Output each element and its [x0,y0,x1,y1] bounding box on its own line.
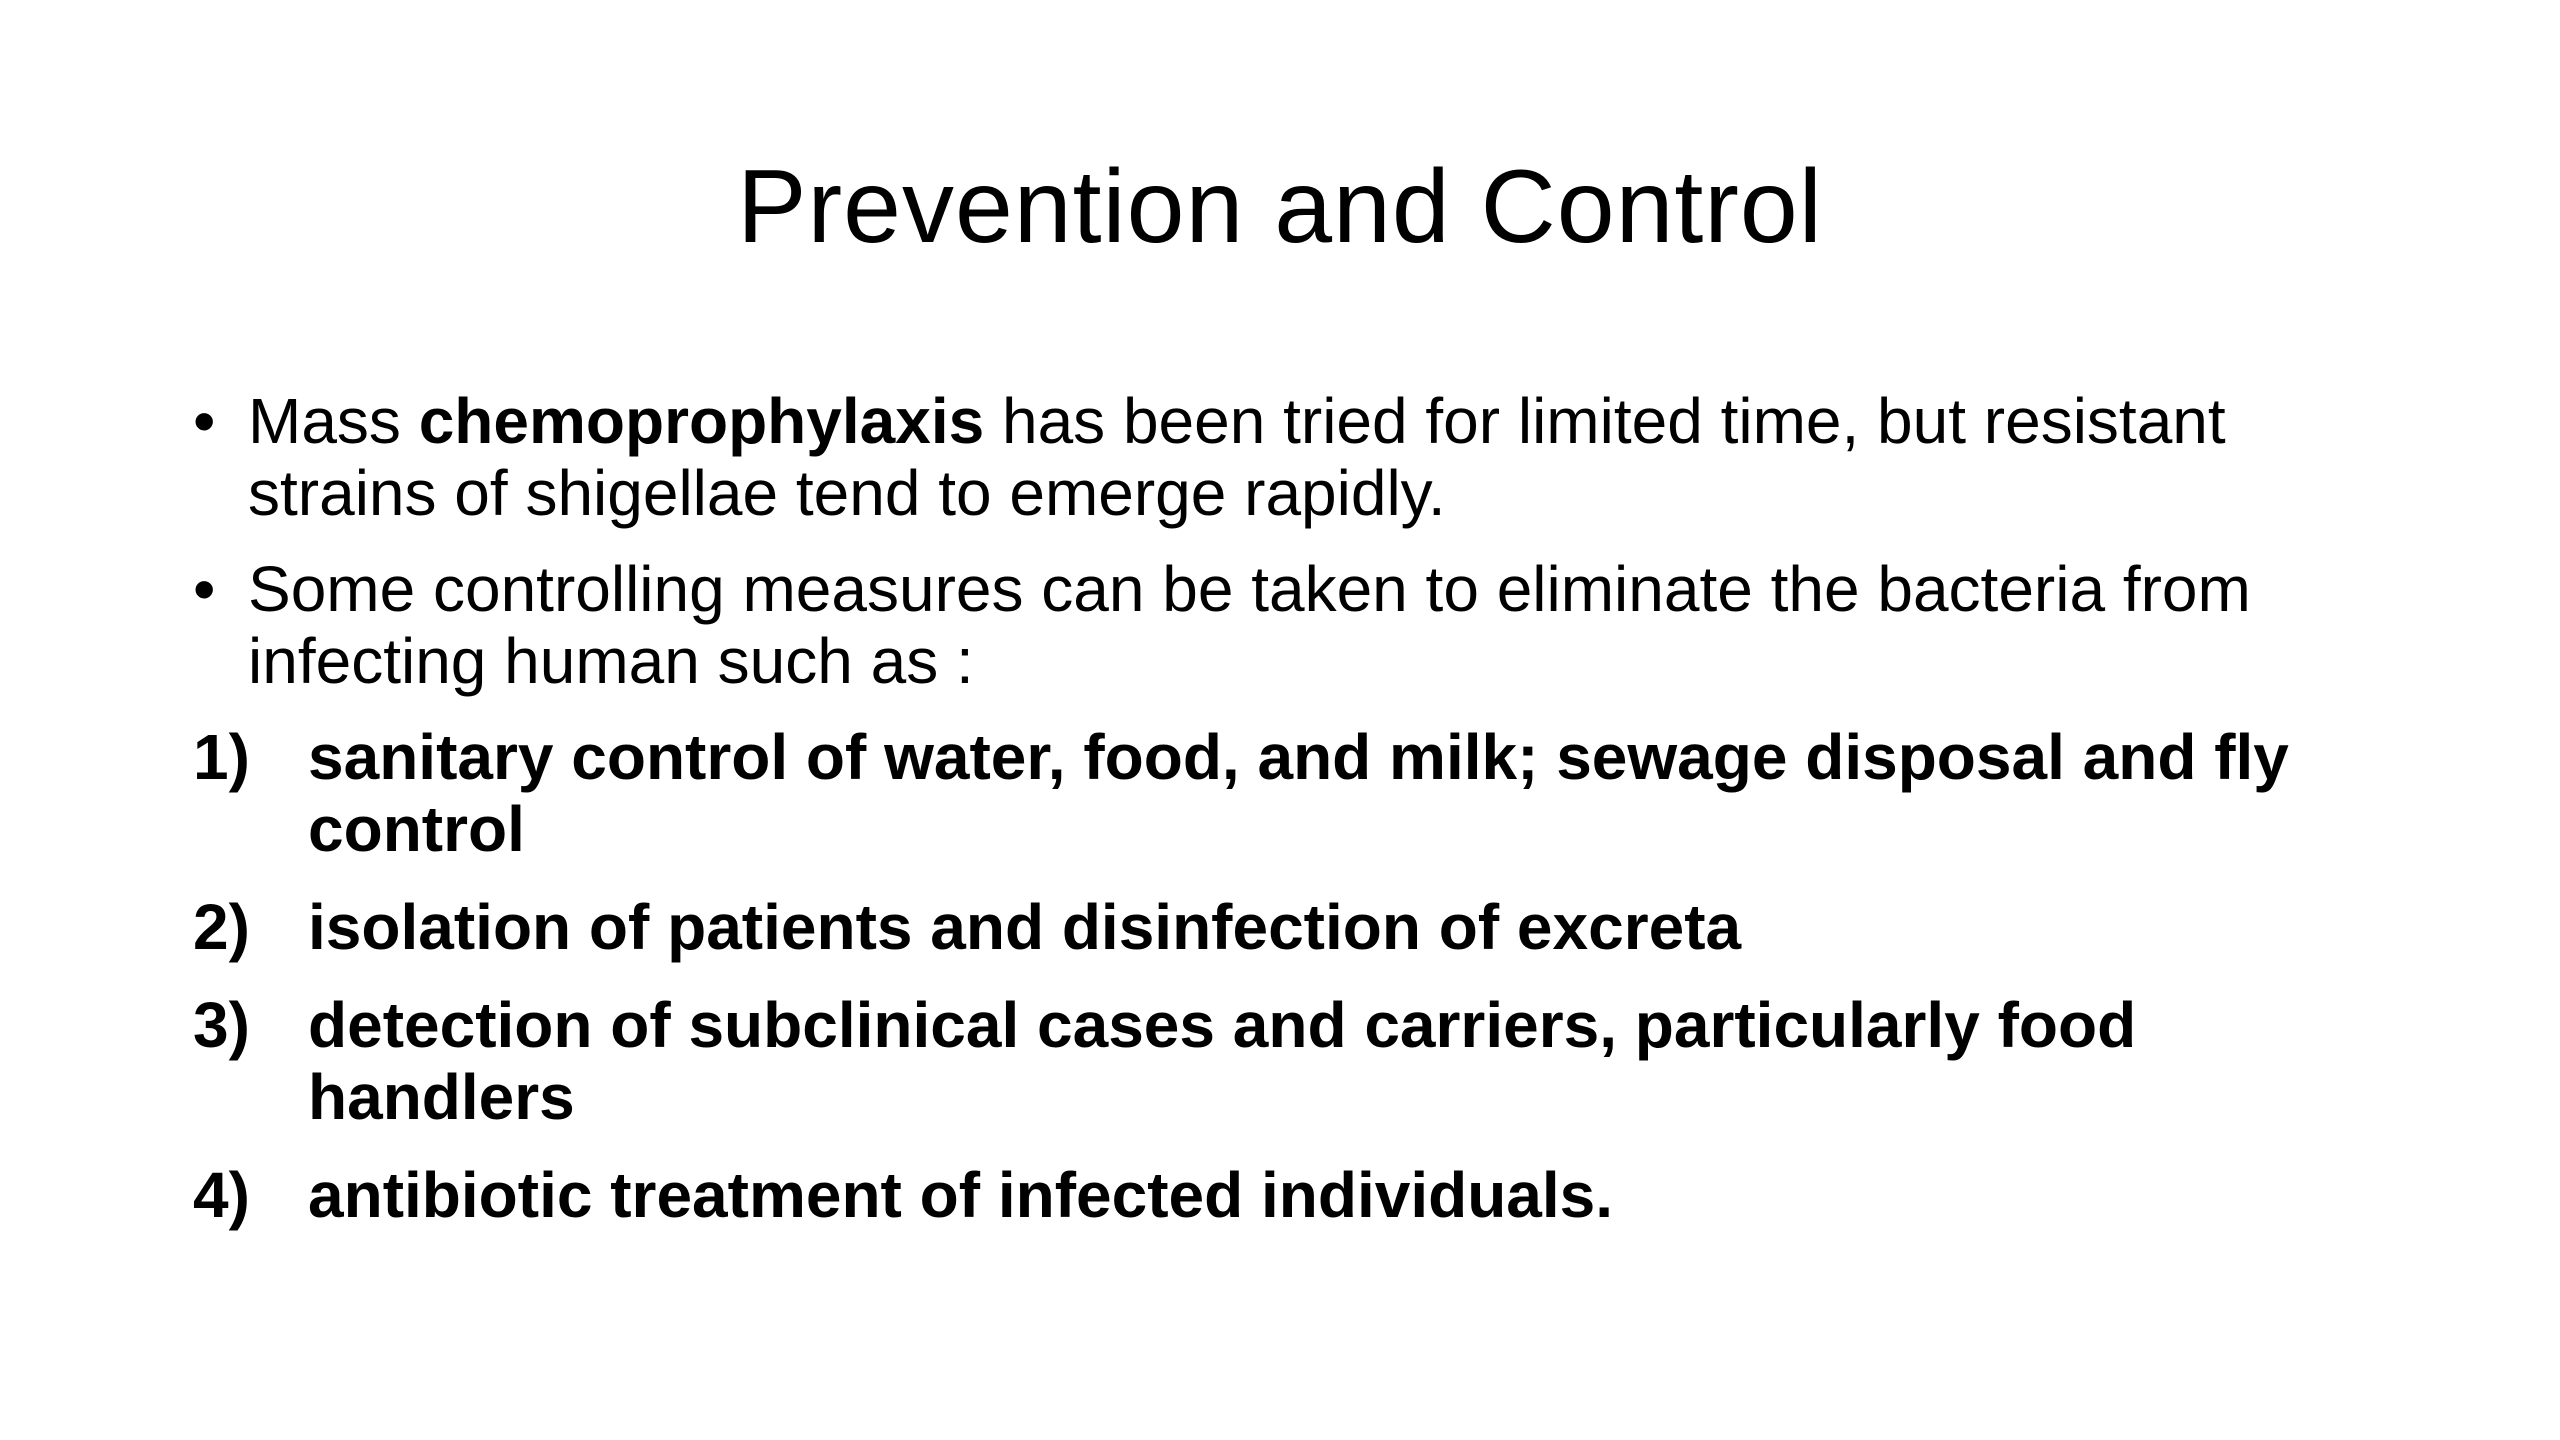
bullet-text-post: has been tried for limited time, but resistant strains of shigellae tend to emerge rapidly. [248,385,2226,529]
numbered-label: 1) [193,721,250,793]
bullet-marker: • [193,553,216,625]
numbered-label: 2) [193,891,250,963]
numbered-text: antibiotic treatment of infected individuals. [308,1159,1614,1231]
numbered-text: detection of subclinical cases and carriers, particularly food handlers [308,989,2137,1133]
bullet-text-bold: chemoprophylaxis [418,385,985,457]
numbered-text: isolation of patients and disinfection of excreta [308,891,1742,963]
bullet-text-pre: Mass [248,385,419,457]
numbered-label: 3) [193,989,250,1061]
numbered-label: 4) [193,1159,250,1231]
slide-title: Prevention and Control [737,149,1823,265]
bullet-item [193,385,2413,529]
numbered-item [193,721,2413,865]
bullet-text: Some controlling measures can be taken to eliminate the bacteria from infecting human such as : [248,553,2251,697]
slide-content [193,385,2413,1257]
numbered-item [193,1159,2413,1231]
numbered-item [193,891,2413,963]
numbered-text: sanitary control of water, food, and milk; sewage disposal and fly control [308,721,2289,865]
numbered-item [193,989,2413,1133]
bullet-marker: • [193,385,216,457]
bullet-item [193,553,2413,697]
